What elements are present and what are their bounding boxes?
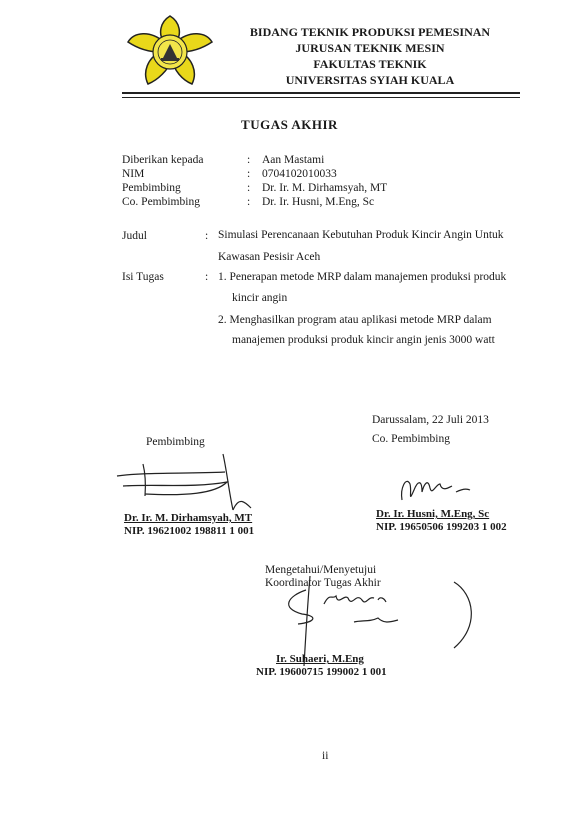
info-label-co-supervisor: Co. Pembimbing bbox=[122, 196, 200, 208]
info-value-recipient: Aan Mastami bbox=[262, 154, 325, 166]
university-logo-icon bbox=[122, 10, 217, 90]
coordinator-nip: NIP. 19600715 199002 1 001 bbox=[256, 666, 387, 678]
left-sig-role: Pembimbing bbox=[146, 436, 205, 448]
isi-label: Isi Tugas bbox=[122, 271, 164, 283]
signature-right-image bbox=[396, 470, 476, 510]
info-label-nim: NIM bbox=[122, 168, 145, 180]
header-line-4: UNIVERSITAS SYIAH KUALA bbox=[285, 73, 455, 87]
judul-colon: : bbox=[205, 230, 209, 242]
header-rule-thick bbox=[122, 92, 520, 94]
right-sig-nip: NIP. 19650506 199203 1 002 bbox=[376, 521, 507, 533]
info-label-supervisor: Pembimbing bbox=[122, 182, 181, 194]
isi-item-1-line-2: kincir angin bbox=[232, 292, 288, 304]
right-sig-name: Dr. Ir. Husni, M.Eng, Sc bbox=[376, 508, 490, 520]
approval-text: Mengetahui/Menyetujui bbox=[265, 564, 377, 576]
left-sig-name: Dr. Ir. M. Dirhamsyah, MT bbox=[124, 512, 253, 524]
info-colon: : bbox=[247, 196, 251, 208]
isi-item-2-line-2: manajemen produksi produk kincir angin jenis 3000 watt bbox=[232, 334, 495, 346]
place-date: Darussalam, 22 Juli 2013 bbox=[372, 414, 489, 426]
header-rule-thin bbox=[122, 97, 520, 98]
coordinator-role: Koordinator Tugas Akhir bbox=[265, 577, 381, 589]
header-line-2: JURUSAN TEKNIK MESIN bbox=[295, 41, 445, 55]
header-line-3: FAKULTAS TEKNIK bbox=[313, 57, 427, 71]
institution-header bbox=[215, 24, 525, 88]
judul-line-2: Kawasan Pesisir Aceh bbox=[218, 251, 321, 263]
page-number: ii bbox=[322, 750, 329, 762]
info-value-nim: 0704102010033 bbox=[262, 168, 337, 180]
info-colon: : bbox=[247, 168, 251, 180]
isi-colon: : bbox=[205, 271, 209, 283]
info-colon: : bbox=[247, 182, 251, 194]
isi-item-2-line-1: 2. Menghasilkan program atau aplikasi metode MRP dalam bbox=[218, 314, 492, 326]
info-value-supervisor: Dr. Ir. M. Dirhamsyah, MT bbox=[262, 182, 388, 194]
left-sig-nip: NIP. 19621002 198811 1 001 bbox=[124, 525, 255, 537]
info-colon: : bbox=[247, 154, 251, 166]
judul-label: Judul bbox=[122, 230, 147, 242]
judul-line-1: Simulasi Perencanaan Kebutuhan Produk Kincir Angin Untuk bbox=[218, 229, 504, 241]
info-value-co-supervisor: Dr. Ir. Husni, M.Eng, Sc bbox=[262, 196, 375, 208]
right-sig-role: Co. Pembimbing bbox=[372, 433, 450, 445]
coordinator-name: Ir. Suhaeri, M.Eng bbox=[276, 653, 364, 665]
isi-item-1-line-1: 1. Penerapan metode MRP dalam manajemen produksi produk bbox=[218, 271, 507, 283]
document-title: TUGAS AKHIR bbox=[241, 117, 338, 132]
info-label-recipient: Diberikan kepada bbox=[122, 154, 204, 166]
signature-left-image bbox=[115, 452, 265, 520]
header-line-1: BIDANG TEKNIK PRODUKSI PEMESINAN bbox=[249, 25, 491, 39]
